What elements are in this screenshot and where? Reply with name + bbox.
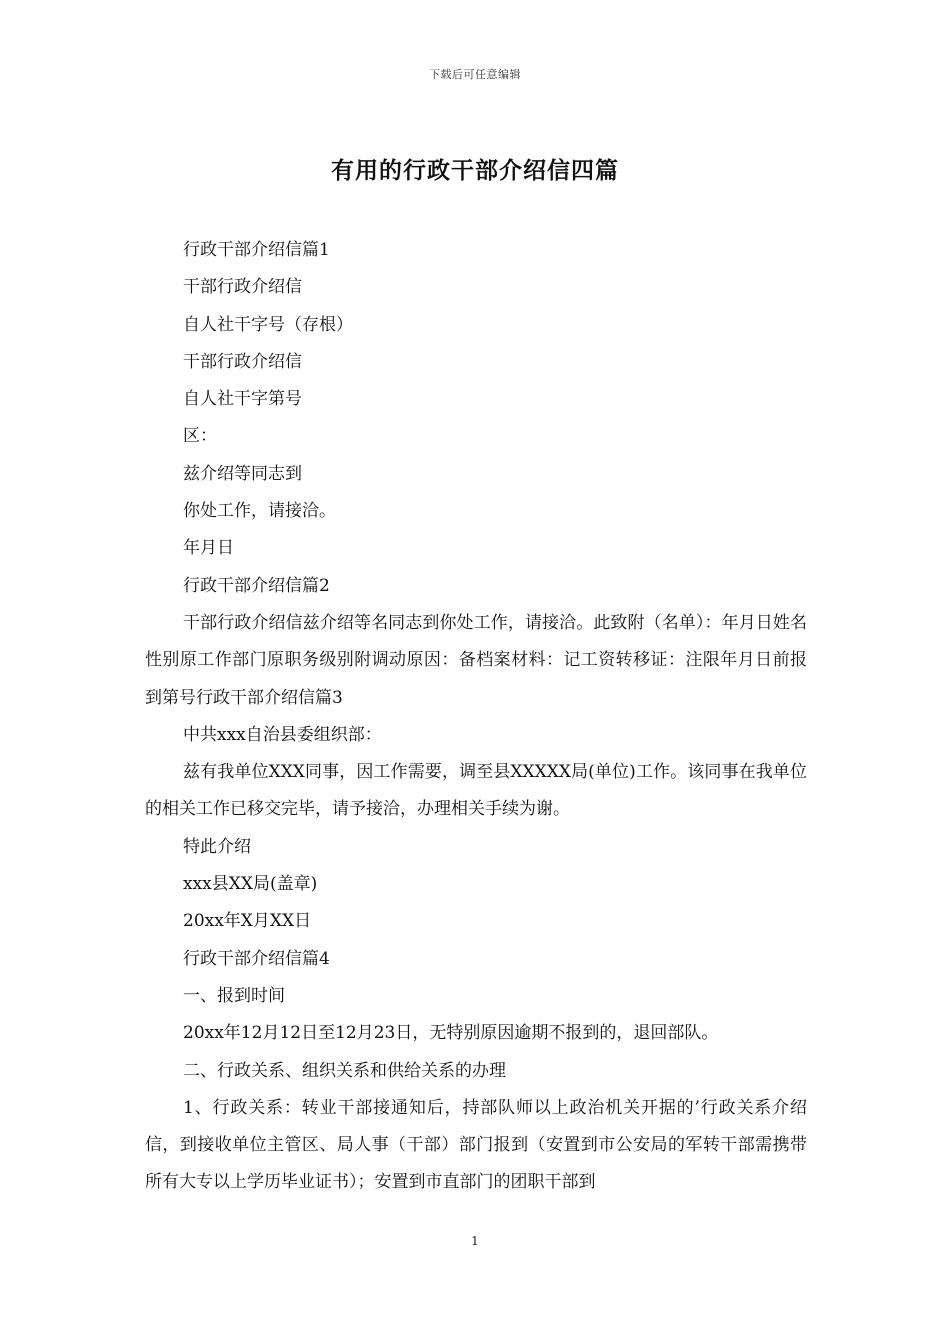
paragraph: 行政干部介绍信篇2 xyxy=(183,575,330,596)
paragraph: 干部行政介绍信 xyxy=(183,277,302,298)
paragraph: 二、行政关系、组织关系和供给关系的办理 xyxy=(183,1060,506,1081)
paragraph: 你处工作，请接洽。 xyxy=(183,501,336,522)
paragraph: 区： xyxy=(183,426,217,447)
page-header-note: 下载后可任意编辑 xyxy=(429,68,521,81)
page-number: 1 xyxy=(471,1234,479,1248)
paragraph: 干部行政介绍信兹介绍等名同志到你处工作，请接洽。此致附（名单）：年月日姓名性别原工作部门原职务级别附调动原因：备档案材料：记工资转移证：注限年月日前报到第号行政干部介绍信篇3 xyxy=(145,612,807,708)
paragraph: 20xx年12月12日至12月23日，无特别原因逾期不报到的，退回部队。 xyxy=(183,1023,719,1044)
paragraph: 行政干部介绍信篇1 xyxy=(183,240,330,260)
paragraph: xxx县XX局(盖章) xyxy=(183,874,318,895)
paragraph: 年月日 xyxy=(183,538,234,559)
paragraph: 兹有我单位XXX同事，因工作需要，调至县XXXXX局(单位)工作。该同事在我单位的相关工作已移交完毕，请予接洽，办理相关手续为谢。 xyxy=(145,762,807,820)
paragraph: 20xx年X月XX日 xyxy=(183,911,312,932)
paragraph: 中共xxx自治县委组织部： xyxy=(183,724,382,745)
paragraph: 一、报到时间 xyxy=(183,985,285,1006)
paragraph: 兹介绍等同志到 xyxy=(183,463,302,484)
paragraph: 特此介绍 xyxy=(183,836,251,857)
paragraph: 干部行政介绍信 xyxy=(183,351,302,372)
paragraph: 1、行政关系：转业干部接通知后，持部队师以上政治机关开据的’行政关系介绍信，到接收单位主管区、局人事（干部）部门报到（安置到市公安局的军转干部需携带所有大专以上学历毕业证书）；安置到市直部门的团职干部到 xyxy=(145,1097,807,1193)
document-title: 有用的行政干部介绍信四篇 xyxy=(331,157,619,184)
paragraph: 自人社干字第号 xyxy=(183,389,302,410)
paragraph: 行政干部介绍信篇4 xyxy=(183,948,330,969)
document-body xyxy=(145,232,807,1202)
paragraph: 自人社干字号（存根） xyxy=(183,314,353,335)
